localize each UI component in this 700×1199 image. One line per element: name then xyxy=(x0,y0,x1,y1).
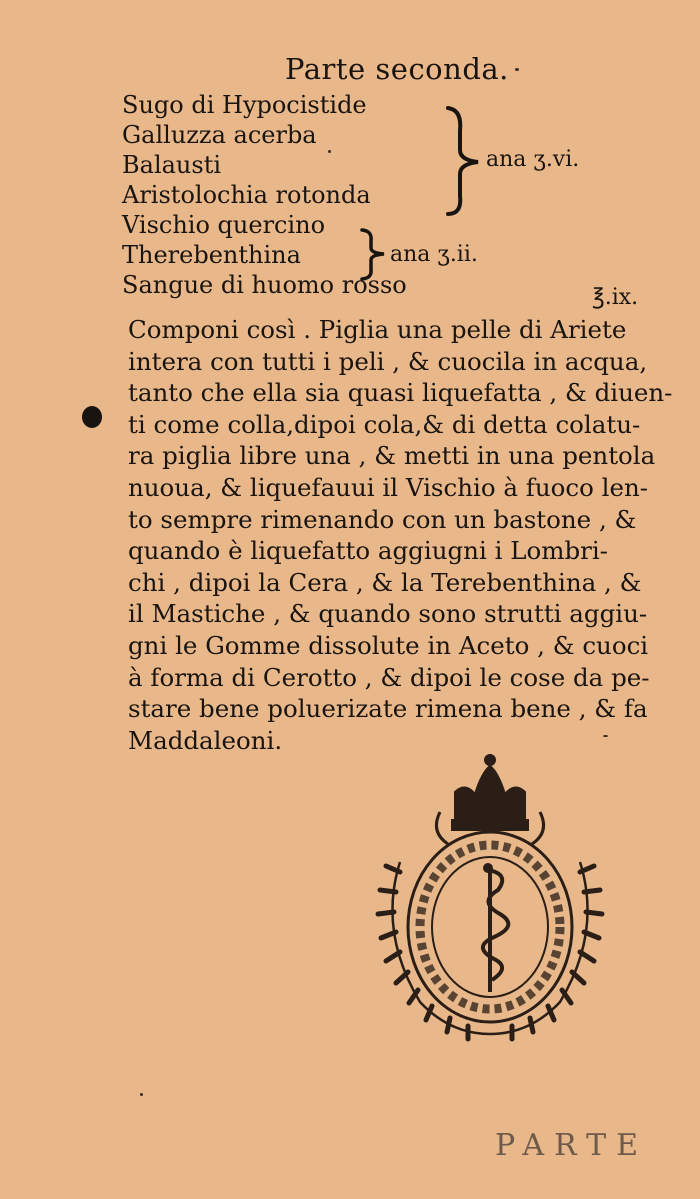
brace-2-icon xyxy=(356,226,388,282)
ingredient-line: Sangue di huomo rosso xyxy=(122,271,407,299)
ink-speck xyxy=(515,68,519,71)
ingredient-line: Vischio quercino xyxy=(122,211,326,239)
ingredient-line: Sugo di Hypocistide xyxy=(122,91,367,119)
brace-2-label: ana ʒ.ii. xyxy=(390,242,478,267)
text-line: chi , dipoi la Cera , & la Terebenthina , & xyxy=(128,567,642,597)
text-line: intera con tutti i peli , & cuocila in acqua, xyxy=(128,346,648,376)
running-head: Parte seconda. xyxy=(285,52,509,86)
text-line: stare bene poluerizate rimena bene , & fa xyxy=(128,694,648,724)
ingredient-line: Balausti xyxy=(122,151,222,179)
text-line: tanto che ella sia quasi liquefatta , & diuen- xyxy=(128,378,673,408)
brace-1-icon xyxy=(440,100,485,220)
text-line: à forma di Cerotto , & dipoi le cose da pe- xyxy=(128,662,650,692)
ingredient-line: Aristolochia rotonda xyxy=(122,181,371,209)
text-line: nuoua, & liquefauui il Vischio à fuoco len- xyxy=(128,472,649,502)
recipe-text xyxy=(128,314,673,756)
text-line: Maddaleoni. xyxy=(128,725,283,755)
ink-speck xyxy=(328,150,331,153)
library-stamp-icon xyxy=(360,752,620,1042)
text-line: Componi così . Piglia una pelle di Ariete xyxy=(128,315,627,344)
brace-1-label: ana ʒ.vi. xyxy=(486,147,580,172)
margin-ink-dot xyxy=(82,406,102,428)
blood-quantity: ℥.ix. xyxy=(592,285,639,310)
text-line: gni le Gomme dissolute in Aceto , & cuoci xyxy=(128,630,649,660)
text-line: to sempre rimenando con un bastone , & xyxy=(128,504,637,534)
catchword: PARTE xyxy=(495,1128,649,1163)
ink-speck xyxy=(603,735,608,737)
text-line: quando è liquefatto aggiugni i Lombri- xyxy=(128,536,608,566)
ingredient-line: Galluzza acerba xyxy=(122,121,317,149)
ingredient-line: Therebenthina xyxy=(122,241,301,269)
text-line: ra piglia libre una , & metti in una pentola xyxy=(128,441,656,471)
text-line: ti come colla,dipoi cola,& di detta colatu- xyxy=(128,409,641,439)
ink-speck xyxy=(140,1093,143,1096)
text-line: il Mastiche , & quando sono strutti aggiu- xyxy=(128,599,648,629)
